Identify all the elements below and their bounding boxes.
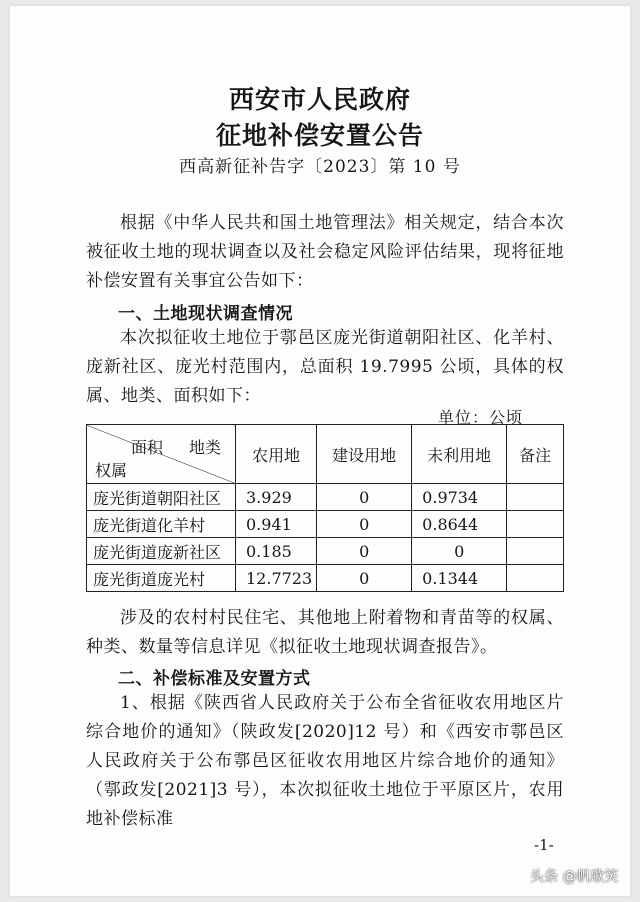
row-unused: 0	[412, 538, 507, 565]
row-note	[507, 565, 564, 592]
row-unused: 0.9734	[412, 484, 507, 511]
row-owner: 庞光街道化羊村	[87, 511, 236, 538]
table-row	[87, 484, 564, 511]
row-farmland: 0.941	[236, 511, 317, 538]
row-construction: 0	[317, 511, 412, 538]
row-note	[507, 538, 564, 565]
unit-label: 单位：公顷	[438, 408, 524, 427]
intro-paragraph: 根据《中华人民共和国土地管理法》相关规定，结合本次被征收土地的现状调查以及社会稳定风险评估结果，现将征地补偿安置有关事宜公告如下：	[86, 213, 564, 291]
table-row	[87, 511, 564, 538]
table-corner-cell	[87, 425, 236, 484]
section2-heading: 二、补偿标准及安置方式	[118, 669, 311, 689]
land-survey-table	[86, 424, 564, 592]
row-construction: 0	[317, 538, 412, 565]
header-note: 备注	[507, 425, 564, 484]
section1-paragraph: 本次拟征收土地位于鄠邑区庞光街道朝阳社区、化羊村、庞新社区、庞光村范围内，总面积 19.7995 公顷，具体的权属、地类、面积如下：	[86, 328, 564, 406]
header-farmland: 农用地	[236, 425, 317, 484]
row-construction: 0	[317, 484, 412, 511]
row-note	[507, 484, 564, 511]
section1-heading: 一、土地现状调查情况	[118, 304, 293, 324]
table-header-row	[87, 425, 564, 484]
table-row	[87, 538, 564, 565]
corner-type-label: 地类	[189, 438, 222, 457]
corner-owner-label: 权属	[95, 461, 128, 480]
row-note	[507, 511, 564, 538]
section2-paragraph: 1、根据《陕西省人民政府关于公布全省征收农用地区片综合地价的通知》（陕政发[2020]12 号）和《西安市鄠邑区人民政府关于公布鄠邑区征收农用地区片综合地价的通知》（鄠政发[2021]3 号），本次拟征收土地位于平原区片，农用地补偿标准	[86, 693, 564, 829]
watermark: 头条 @帆歌笑	[530, 869, 619, 885]
document-title-line1: 西安市人民政府	[228, 85, 411, 114]
row-farmland: 3.929	[236, 484, 317, 511]
header-unused-land: 未利用地	[412, 425, 507, 484]
table-row	[87, 565, 564, 592]
row-unused: 0.8644	[412, 511, 507, 538]
document-number: 西高新征补告字〔2023〕第 10 号	[179, 157, 461, 177]
row-unused: 0.1344	[412, 565, 507, 592]
row-farmland: 0.185	[236, 538, 317, 565]
row-construction: 0	[317, 565, 412, 592]
page-number: -1-	[534, 836, 554, 854]
document-page	[10, 6, 630, 896]
row-farmland: 12.7723	[236, 565, 317, 592]
row-owner: 庞光街道庞新社区	[87, 538, 236, 565]
header-construction-land: 建设用地	[317, 425, 412, 484]
after-table-paragraph: 涉及的农村村民住宅、其他地上附着物和青苗等的权属、种类、数量等信息详见《拟征收土地现状调查报告》。	[86, 608, 564, 657]
row-owner: 庞光街道庞光村	[87, 565, 236, 592]
document-title-line2: 征地补偿安置公告	[215, 121, 424, 150]
corner-area-label: 面积	[131, 438, 164, 457]
row-owner: 庞光街道朝阳社区	[87, 484, 236, 511]
